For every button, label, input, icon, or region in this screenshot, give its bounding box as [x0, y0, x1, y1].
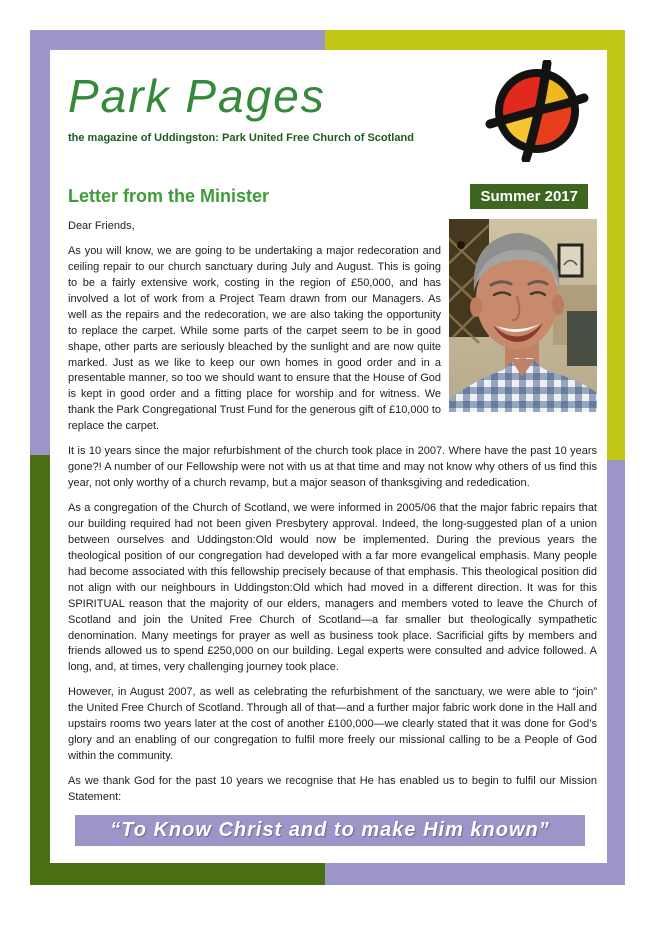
- magazine-subtitle: the magazine of Uddingston: Park United Free Church of Scotland: [68, 132, 414, 145]
- page-content: [50, 50, 607, 863]
- heading-row: [50, 184, 607, 209]
- letter-paragraph: As we thank God for the past 10 years we recognise that He has enabled us to begin to fulfil our Mission Statement:: [68, 775, 597, 803]
- frame-strip-top-left: [30, 30, 325, 50]
- letter-salutation: Dear Friends,: [68, 220, 135, 232]
- frame-strip-top-right: [325, 30, 625, 50]
- magazine-title: Park Pages: [68, 70, 326, 122]
- mission-statement-banner: [75, 815, 585, 846]
- letter-body: [50, 209, 607, 846]
- frame-strip-right-bottom: [607, 460, 625, 885]
- church-cross-logo-icon: [484, 60, 590, 162]
- frame-strip-bottom-left: [30, 863, 325, 885]
- frame-strip-left-bottom: [30, 455, 50, 885]
- frame-strip-right-top: [607, 30, 625, 460]
- frame-strip-left-top: [30, 30, 50, 455]
- section-heading: Letter from the Minister: [68, 186, 270, 206]
- letter-paragraph: It is 10 years since the major refurbishment of the church took place in 2007. Where have the past 10 years gone?! A number of our Fellowship were not with us at that time and may not know why others of us find this year, not only worthy of a church revamp, but a major season of thanksgiving and rededication.: [68, 445, 597, 490]
- frame-strip-bottom-right: [325, 863, 625, 885]
- masthead: [50, 50, 607, 170]
- letter-paragraph: As a congregation of the Church of Scotland, we were informed in 2005/06 that the major fabric repairs that our building required had not been given Presbytery approval. Indeed, the long-suggested plan of a union between ourselves and Uddingston:Old would now be implemented. During the previous years the theological position of our congregation had developed with a far more evangelical emphasis. Many people had become associated with this fellowship precisely because of that emphasis. This theological position did not align with our neighbours in Uddingston:Old which had moved in a different direction. It was for this SPIRITUAL reason that the majority of our elders, managers and members voted to leave the Church of Scotland and join the United Free Church of Scotland—a far smaller but theologically sympathetic denomination. Many meetings for prayer as well as business took place. Sacrificial gifts by members and friends allowed us to spend £250,000 on our building. Legal experts were consulted and advice followed. A long, and, at times, very challenging journey took place.: [68, 502, 597, 674]
- issue-badge: Summer 2017: [470, 184, 588, 209]
- letter-paragraph: However, in August 2007, as well as celebrating the refurbishment of the sanctuary, we were able to “join” the United Free Church of Scotland. Through all of that—and a further major fabric work done in the Hall and upstairs rooms two years later at the cost of another £100,000—we clearly stated that it was done for God’s glory and an enabling of our congregation to fulfil more freely our missional calling to be a People of God within the community.: [68, 686, 597, 763]
- letter-paragraph: As you will know, we are going to be undertaking a major redecoration and ceiling repair to our church sanctuary during July and August. This is going to be a fairly extensive work, costing in the region of £50,000, and has involved a lot of work from a Project Team drawn from our Managers. As well as the repairs and the redecoration, we are also taking the opportunity to replace the carpet. While some parts of the carpet seem to be in good shape, other parts are seriously bleached by the sunlight and are now quite marked. Just as we like to keep our own homes in good order and in a presentable manner, so too we should want to ensure that the House of God is kept in good order and a fitting place for worship and for witness. We thank the Park Congregational Trust Fund for the generous gift of £10,000 to replace the carpet.: [68, 244, 441, 433]
- mission-statement-text: “To Know Christ and to make Him known”: [110, 818, 550, 841]
- minister-photo: [449, 219, 597, 412]
